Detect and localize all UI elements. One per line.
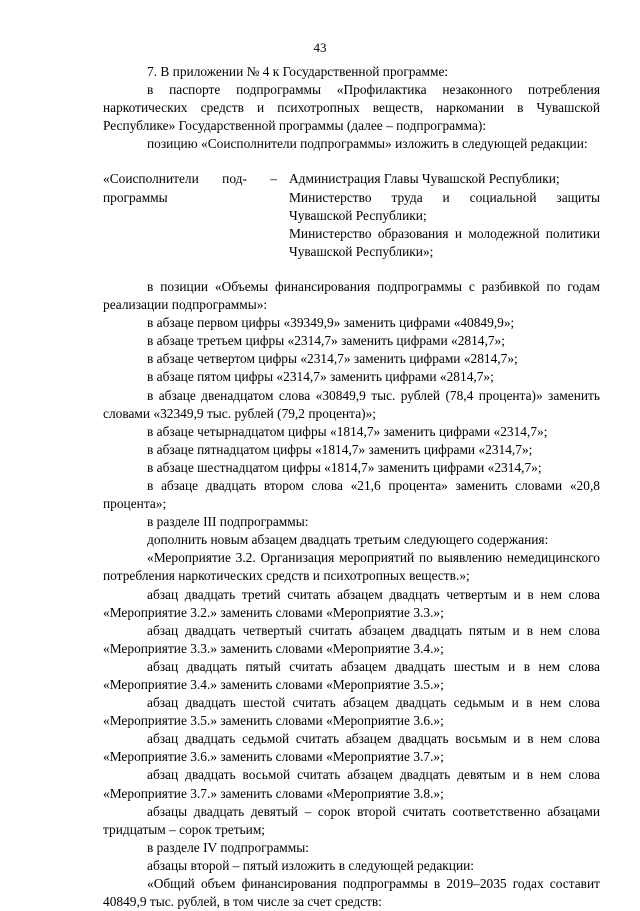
position-label-line: программы: [103, 189, 168, 205]
position-value-item: Администрация Главы Чувашской Республики;: [289, 171, 560, 187]
page-number: 43: [313, 40, 327, 55]
paragraph: абзац двадцать шестой считать абзацем двадцать седьмым и в нем слова «Мероприятие 3.5.» заменить словами «Мероприятие 3.6.»;: [103, 695, 600, 729]
paragraph: в абзаце двенадцатом слова «30849,9 тыс. рублей (78,4 процента)» заменить словами «32349,9 тыс. рублей (79,2 процента)»;: [103, 387, 600, 421]
position-label-line: «Соисполнители под- –: [103, 171, 277, 187]
document-body: [103, 63, 600, 911]
position-value: [277, 170, 600, 260]
paragraph: в абзаце шестнадцатом цифры «1814,7» заменить цифрами «2314,7»;: [147, 459, 542, 475]
paragraph: абзац двадцать третий считать абзацем двадцать четвертым и в нем слова «Мероприятие 3.2.» заменить словами «Мероприятие 3.3.»;: [103, 586, 600, 620]
paragraph: 7. В приложении № 4 к Государственной программе:: [147, 64, 449, 79]
paragraph: абзац двадцать восьмой считать абзацем двадцать девятым и в нем слова «Мероприятие 3.7.» заменить словами «Мероприятие 3.8.»;: [103, 767, 600, 801]
paragraph: дополнить новым абзацем двадцать третьим следующего содержания:: [147, 532, 549, 548]
position-value-item: Министерство образования и молодежной политики Чувашской Республики»;: [289, 225, 600, 259]
paragraph: абзац двадцать четвертый считать абзацем двадцать пятым и в нем слова «Мероприятие 3.3.» заменить словами «Мероприятие 3.4.»;: [103, 622, 600, 656]
paragraph: в абзаце пятнадцатом цифры «1814,7» заменить цифрами «2314,7»;: [147, 441, 533, 457]
paragraph: в абзаце четырнадцатом цифры «1814,7» заменить цифрами «2314,7»;: [147, 423, 548, 439]
paragraph: абзацы второй – пятый изложить в следующей редакции:: [147, 857, 475, 873]
paragraph: в разделе III подпрограммы:: [147, 514, 309, 530]
paragraph: в абзаце двадцать втором слова «21,6 процента» заменить словами «20,8 процента»;: [103, 477, 600, 512]
paragraph: в абзаце третьем цифры «2314,7» заменить цифрами «2814,7»;: [147, 333, 505, 349]
paragraph: в паспорте подпрограммы «Профилактика незаконного потребления наркотических средств и психотропных веществ, наркомании в Чувашской Республике» Государственной программы (далее – подпрограмма):: [103, 82, 600, 134]
paragraph: в абзаце пятом цифры «2314,7» заменить цифрами «2814,7»;: [147, 369, 494, 385]
paragraph: в абзаце первом цифры «39349,9» заменить цифрами «40849,9»;: [147, 315, 515, 331]
paragraph: в разделе IV подпрограммы:: [147, 839, 309, 855]
paragraph: позицию «Соисполнители подпрограммы» изложить в следующей редакции:: [147, 136, 588, 152]
position-label: [103, 170, 277, 260]
paragraph: в абзаце четвертом цифры «2314,7» заменить цифрами «2814,7»;: [147, 351, 518, 367]
paragraph: «Общий объем финансирования подпрограммы в 2019–2035 годах составит 40849,9 тыс. рублей, в том числе за счет средств:: [103, 876, 600, 910]
paragraph: абзацы двадцать девятый – сорок второй считать соответственно абзацами тридцатым – сорок третьим;: [103, 803, 600, 837]
paragraph: «Мероприятие 3.2. Организация мероприятий по выявлению немедицинского потребления наркотических средств и психотропных веществ.»;: [103, 550, 600, 584]
spacer: [103, 153, 600, 170]
position-value-item: Министерство труда и социальной защиты Чувашской Республики;: [289, 189, 600, 223]
paragraph: абзац двадцать пятый считать абзацем двадцать шестым и в нем слова «Мероприятие 3.4.» заменить словами «Мероприятие 3.5.»;: [103, 658, 600, 692]
paragraph: в позиции «Объемы финансирования подпрограммы с разбивкой по годам реализации подпрограммы»:: [103, 278, 600, 313]
paragraph: абзац двадцать седьмой считать абзацем двадцать восьмым и в нем слова «Мероприятие 3.6.» заменить словами «Мероприятие 3.7.»;: [103, 731, 600, 765]
spacer: [103, 261, 600, 278]
passport-position-row: [103, 170, 600, 260]
